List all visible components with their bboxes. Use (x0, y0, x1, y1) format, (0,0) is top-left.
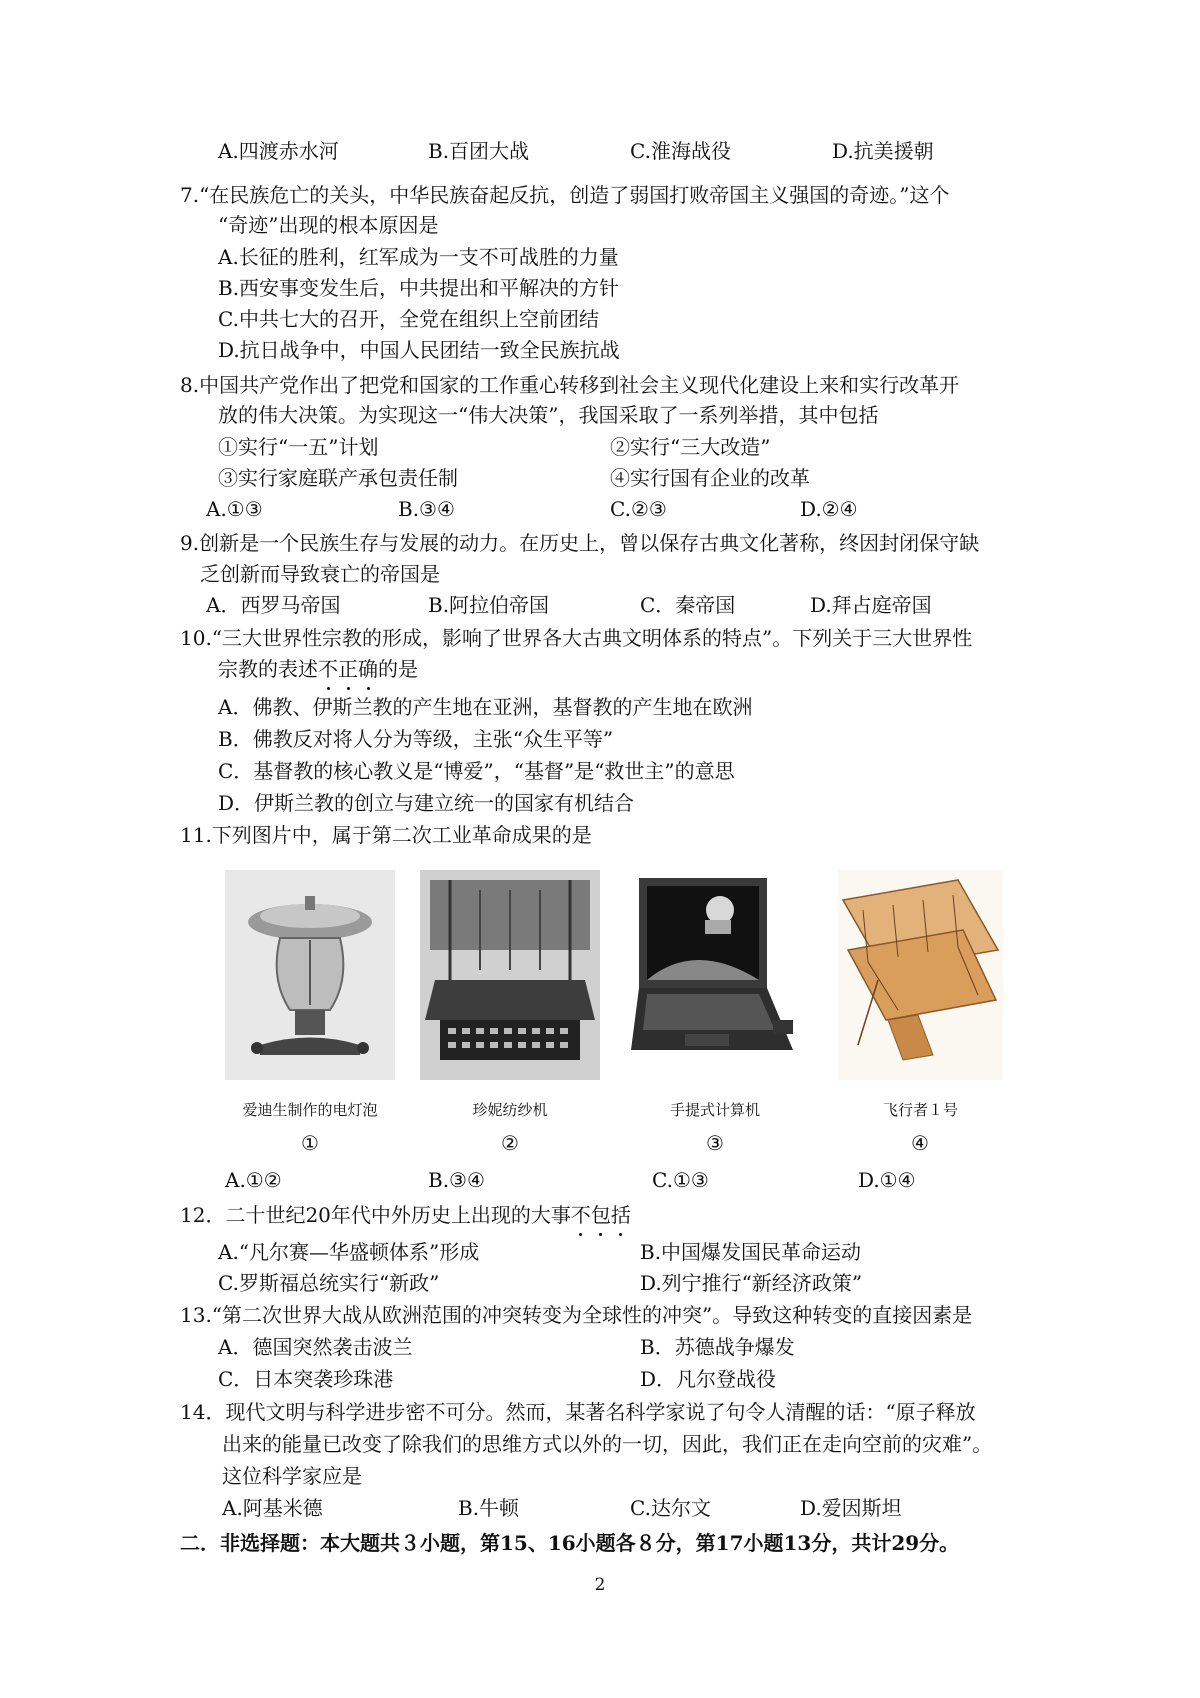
emphasis-char: 不 (571, 1200, 591, 1230)
q12-stem (180, 1200, 631, 1230)
q8-item-4: ④实行国有企业的改革 (610, 466, 810, 490)
q9-option-c: C．秦帝国 (640, 593, 736, 617)
q7-option-b: B.西安事变发生后，中共提出和平解决的方针 (218, 276, 620, 300)
page-number: 2 (594, 1575, 606, 1595)
q9-option-d: D.拜占庭帝国 (810, 593, 932, 617)
figure-caption-1: 爱迪生制作的电灯泡 (242, 1101, 378, 1119)
q10-stem-post: 的是 (378, 657, 418, 681)
q7-stem-line2: “奇迹”出现的根本原因是 (218, 213, 439, 237)
q6-option-b: B.百团大战 (428, 139, 530, 163)
q12-stem-pre: 12．二十世纪20年代中外历史上出现的大事 (180, 1203, 571, 1227)
section-heading: 二．非选择题：本大题共３小题，第15、16小题各８分，第17小题13分，共计29分。 (180, 1531, 960, 1555)
q11-option-d: D.①④ (858, 1168, 916, 1192)
figure-number-2: ② (501, 1131, 519, 1155)
q8-option-d: D.②④ (800, 497, 858, 521)
q8-item-1: ①实行“一五”计划 (218, 435, 379, 459)
q14-option-b: B.牛顿 (458, 1496, 520, 1520)
q13-option-a: A．德国突然袭击波兰 (218, 1335, 413, 1359)
q8-option-a: A.①③ (206, 497, 263, 521)
figure-caption-3: 手提式计算机 (669, 1101, 760, 1119)
q10-stem-pre: 宗教的表述 (218, 657, 318, 681)
laptop-image (625, 870, 805, 1080)
q10-option-d: D．伊斯兰教的创立与建立统一的国家有机结合 (218, 791, 635, 815)
q8-item-2: ②实行“三大改造” (610, 435, 771, 459)
q7-stem-line1: 7.“在民族危亡的关头，中华民族奋起反抗，创造了弱国打败帝国主义强国的奇迹。”这个 (180, 183, 950, 207)
q8-item-3: ③实行家庭联产承包责任制 (218, 466, 458, 490)
q6-option-d: D.抗美援朝 (832, 139, 934, 163)
q9-stem-line2: 乏创新而导致衰亡的帝国是 (200, 562, 440, 586)
q14-stem-line3: 这位科学家应是 (222, 1464, 362, 1488)
q8-stem-line2: 放的伟大决策。为实现这一“伟大决策”，我国采取了一系列举措，其中包括 (218, 403, 879, 427)
figure-caption-2: 珍妮纺纱机 (472, 1101, 548, 1119)
q10-option-a: A．佛教、伊斯兰教的产生地在亚洲，基督教的产生地在欧洲 (218, 695, 753, 719)
emphasis-char: 正 (338, 654, 358, 684)
q12-option-d: D.列宁推行“新经济政策” (640, 1271, 863, 1295)
q6-option-c: C.淮海战役 (630, 139, 731, 163)
figure-number-1: ① (301, 1131, 319, 1155)
figure-number-4: ④ (911, 1131, 929, 1155)
q7-option-c: C.中共七大的召开，全党在组织上空前团结 (218, 307, 599, 331)
q10-option-b: B．佛教反对将人分为等级，主张“众生平等” (218, 727, 614, 751)
q14-stem-line2: 出来的能量已改变了除我们的思维方式以外的一切，因此，我们正在走向空前的灾难”。 (222, 1432, 993, 1456)
q12-option-b: B.中国爆发国民革命运动 (640, 1240, 862, 1264)
emphasis-char: 括 (611, 1200, 631, 1230)
spinning-jenny-image (420, 870, 600, 1080)
q11-option-a: A.①② (225, 1168, 282, 1192)
wright-flyer-image (838, 870, 1003, 1080)
q14-option-a: A.阿基米德 (222, 1496, 323, 1520)
q8-option-b: B.③④ (398, 497, 455, 521)
q14-stem-line1: 14．现代文明与科学进步密不可分。然而，某著名科学家说了句令人清醒的话：“原子释放 (180, 1400, 976, 1424)
q12-option-c: C.罗斯福总统实行“新政” (218, 1271, 440, 1295)
q14-option-c: C.达尔文 (630, 1496, 711, 1520)
q12-option-a: A.“凡尔赛—华盛顿体系”形成 (218, 1240, 480, 1264)
q7-option-a: A.长征的胜利，红军成为一支不可战胜的力量 (218, 245, 619, 269)
q11-option-c: C.①③ (652, 1168, 709, 1192)
q11-option-b: B.③④ (428, 1168, 485, 1192)
q10-stem-line1: 10.“三大世界性宗教的形成，影响了世界各大古典文明体系的特点”。下列关于三大世界性 (180, 626, 973, 650)
q13-stem: 13.“第二次世界大战从欧洲范围的冲突转变为全球性的冲突”。导致这种转变的直接因素是 (180, 1303, 973, 1327)
q9-option-a: A．西罗马帝国 (206, 593, 341, 617)
q8-option-c: C.②③ (610, 497, 667, 521)
q11-stem: 11.下列图片中，属于第二次工业革命成果的是 (180, 823, 592, 847)
figure-number-3: ③ (706, 1131, 724, 1155)
light-bulb-image (225, 870, 395, 1080)
figure-caption-4: 飞行者１号 (882, 1101, 958, 1119)
q13-option-d: D．凡尔登战役 (640, 1367, 777, 1391)
emphasis-char: 不 (318, 654, 338, 684)
q10-stem-line2 (218, 654, 418, 684)
q6-option-a: A.四渡赤水河 (218, 139, 339, 163)
q9-stem-line1: 9.创新是一个民族生存与发展的动力。在历史上，曾以保存古典文化著称，终因封闭保守缺 (180, 531, 980, 555)
emphasis-char: 包 (591, 1200, 611, 1230)
emphasis-char: 确 (358, 654, 378, 684)
q13-option-b: B．苏德战争爆发 (640, 1335, 795, 1359)
q9-option-b: B.阿拉伯帝国 (428, 593, 550, 617)
q8-stem-line1: 8.中国共产党作出了把党和国家的工作重心转移到社会主义现代化建设上来和实行改革开 (180, 373, 960, 397)
q13-option-c: C．日本突袭珍珠港 (218, 1367, 394, 1391)
q14-option-d: D.爱因斯坦 (800, 1496, 902, 1520)
q10-option-c: C．基督教的核心教义是“博爱”，“基督”是“救世主”的意思 (218, 759, 735, 783)
q7-option-d: D.抗日战争中，中国人民团结一致全民族抗战 (218, 338, 620, 362)
